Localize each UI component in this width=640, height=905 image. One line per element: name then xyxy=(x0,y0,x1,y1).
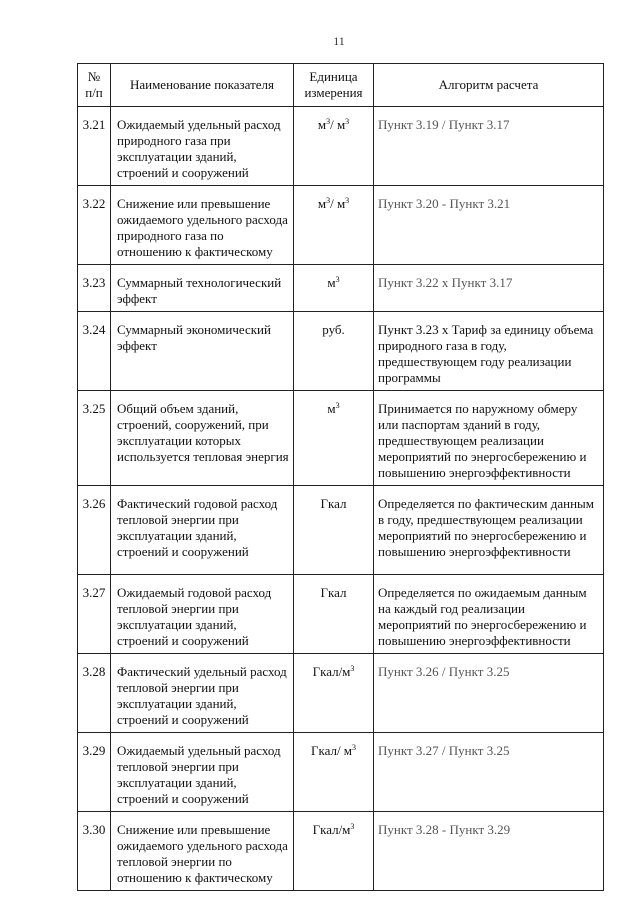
unit-exponent: 3 xyxy=(326,117,331,126)
unit-exponent: 3 xyxy=(335,401,340,410)
unit-base: Гкал xyxy=(320,496,347,511)
unit-base: руб. xyxy=(322,322,345,337)
unit-cell xyxy=(294,486,374,575)
algorithm-cell: Определяется по фактическим данным в году, предшествующем реализации мероприятий по энергосбережению и повышению энергоэффективности xyxy=(374,486,604,575)
unit-cell xyxy=(294,265,374,312)
unit-separator: / xyxy=(330,196,337,211)
header-algorithm: Алгоритм расчета xyxy=(374,64,604,107)
unit-base-2: м xyxy=(336,196,346,211)
unit-exponent: 3 xyxy=(350,822,355,831)
unit-cell xyxy=(294,733,374,812)
row-number: 3.28 xyxy=(78,654,111,733)
unit-base: Гкал/м xyxy=(312,664,351,679)
unit-exponent: 3 xyxy=(335,275,340,284)
unit-exponent-2: 3 xyxy=(345,117,350,126)
table-row xyxy=(78,575,604,654)
algorithm-cell: Пункт 3.19 / Пункт 3.17 xyxy=(374,107,604,186)
row-number: 3.25 xyxy=(78,391,111,486)
table-row xyxy=(78,107,604,186)
table-row xyxy=(78,265,604,312)
indicator-name: Снижение или превышение ожидаемого удельного расхода тепловой энергии по отношению к фактическому xyxy=(111,812,294,891)
header-unit: Единица измерения xyxy=(294,64,374,107)
table-row xyxy=(78,733,604,812)
row-number: 3.30 xyxy=(78,812,111,891)
unit-cell xyxy=(294,654,374,733)
unit-exponent: 3 xyxy=(352,743,357,752)
unit-cell xyxy=(294,575,374,654)
table-body xyxy=(78,107,604,891)
page-number: 11 xyxy=(333,34,345,48)
table-header-row xyxy=(78,64,604,107)
indicator-name: Ожидаемый удельный расход тепловой энергии при эксплуатации зданий, строений и сооружений xyxy=(111,733,294,812)
unit-cell xyxy=(294,312,374,391)
indicator-name: Суммарный экономический эффект xyxy=(111,312,294,391)
unit-base-2: м xyxy=(336,117,346,132)
unit-base: м xyxy=(327,275,336,290)
unit-cell xyxy=(294,107,374,186)
row-number: 3.27 xyxy=(78,575,111,654)
indicator-name: Ожидаемый годовой расход тепловой энергии при эксплуатации зданий, строений и сооружений xyxy=(111,575,294,654)
algorithm-cell: Пункт 3.27 / Пункт 3.25 xyxy=(374,733,604,812)
table-row xyxy=(78,391,604,486)
indicator-name: Ожидаемый удельный расход природного газа при эксплуатации зданий, строений и сооружений xyxy=(111,107,294,186)
unit-exponent-2: 3 xyxy=(345,196,350,205)
unit-cell xyxy=(294,391,374,486)
unit-exponent: 3 xyxy=(350,664,355,673)
algorithm-cell: Пункт 3.26 / Пункт 3.25 xyxy=(374,654,604,733)
algorithm-cell: Принимается по наружному обмеру или паспортам зданий в году, предшествующем реализации мероприятий по энергосбережению и повышению энергоэффективности xyxy=(374,391,604,486)
table-row xyxy=(78,654,604,733)
row-number: 3.22 xyxy=(78,186,111,265)
unit-separator: / xyxy=(330,117,337,132)
table-row xyxy=(78,312,604,391)
algorithm-cell: Определяется по ожидаемым данным на каждый год реализации мероприятий по энергосбережению и повышению энергоэффективности xyxy=(374,575,604,654)
row-number: 3.26 xyxy=(78,486,111,575)
header-name: Наименование показателя xyxy=(111,64,294,107)
unit-exponent: 3 xyxy=(326,196,331,205)
algorithm-cell: Пункт 3.23 х Тариф за единицу объема природного газа в году, предшествующем году реализации программы xyxy=(374,312,604,391)
table-row xyxy=(78,186,604,265)
algorithm-cell: Пункт 3.20 - Пункт 3.21 xyxy=(374,186,604,265)
row-number: 3.24 xyxy=(78,312,111,391)
unit-base: м xyxy=(327,401,336,416)
unit-cell xyxy=(294,186,374,265)
unit-base: Гкал xyxy=(320,585,347,600)
header-num: № п/п xyxy=(78,64,111,107)
indicators-table xyxy=(77,63,604,891)
unit-base: м xyxy=(317,196,327,211)
unit-base: Гкал/ м xyxy=(310,743,353,758)
unit-base: м xyxy=(317,117,327,132)
table-row xyxy=(78,486,604,575)
indicator-name: Общий объем зданий, строений, сооружений, при эксплуатации которых используется тепловая энергия xyxy=(111,391,294,486)
indicator-name: Фактический годовой расход тепловой энергии при эксплуатации зданий, строений и сооружений xyxy=(111,486,294,575)
unit-base: Гкал/м xyxy=(312,822,351,837)
row-number: 3.23 xyxy=(78,265,111,312)
indicator-name: Снижение или превышение ожидаемого удельного расхода природного газа по отношению к фактическому xyxy=(111,186,294,265)
algorithm-cell: Пункт 3.28 - Пункт 3.29 xyxy=(374,812,604,891)
indicator-name: Суммарный технологический эффект xyxy=(111,265,294,312)
table-row xyxy=(78,812,604,891)
algorithm-cell: Пункт 3.22 х Пункт 3.17 xyxy=(374,265,604,312)
unit-cell xyxy=(294,812,374,891)
row-number: 3.21 xyxy=(78,107,111,186)
indicator-name: Фактический удельный расход тепловой энергии при эксплуатации зданий, строений и сооружений xyxy=(111,654,294,733)
row-number: 3.29 xyxy=(78,733,111,812)
